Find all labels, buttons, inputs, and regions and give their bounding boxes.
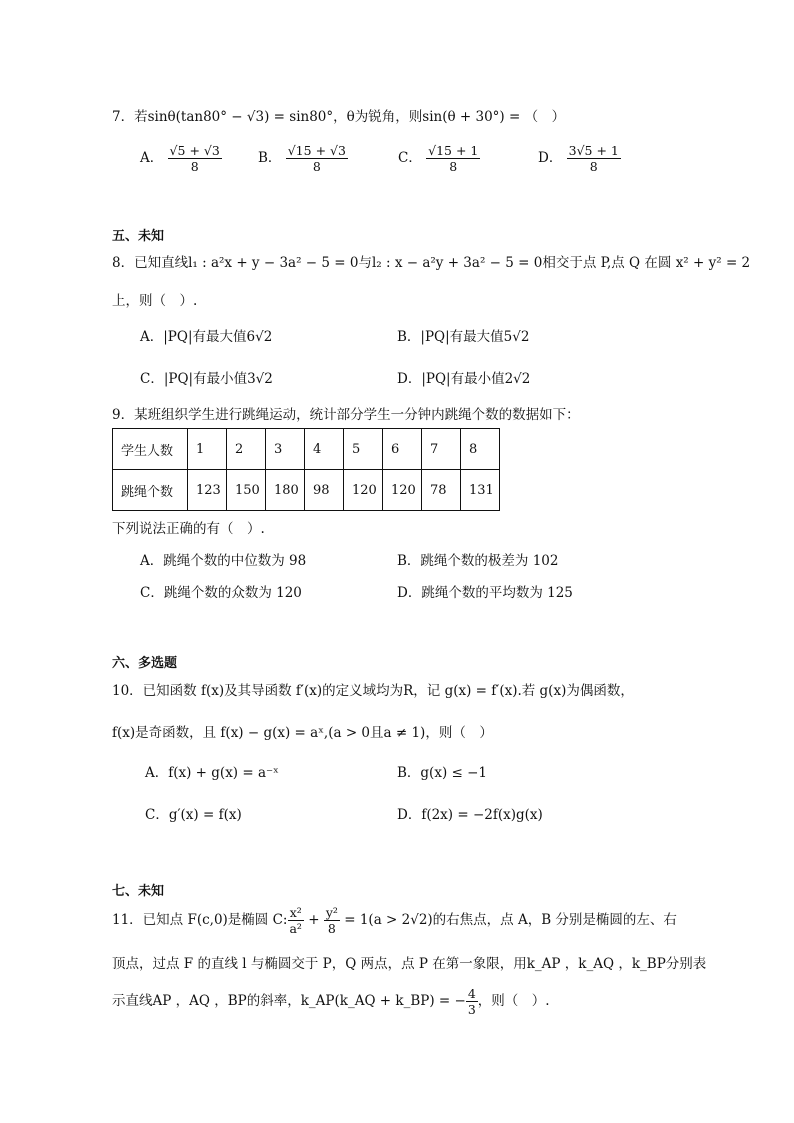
table-cell: 123 bbox=[188, 470, 227, 511]
table-cell: 7 bbox=[422, 429, 461, 470]
table-cell: 98 bbox=[305, 470, 344, 511]
table-row bbox=[113, 470, 500, 511]
q10-option-c[interactable]: C．g′(x) = f(x) bbox=[145, 807, 242, 823]
option-letter: C． bbox=[398, 150, 422, 166]
q11-stem-line3: 示直线AP ，AQ ，BP的斜率，k_AP(k_AQ + k_BP) = − $\frac{4}{3}$ ，则（ ）. bbox=[112, 986, 550, 1017]
table-cell: 8 bbox=[461, 429, 500, 470]
option-letter: D． bbox=[538, 150, 563, 166]
q10-stem-line2: f(x)是奇函数，且 f(x) − g(x) = aˣ,(a > 0且a ≠ 1)，则（ ） bbox=[112, 725, 493, 741]
table-cell: 6 bbox=[383, 429, 422, 470]
section-heading: 五、未知 bbox=[112, 229, 165, 244]
q9-option-d[interactable]: D．跳绳个数的平均数为 125 bbox=[397, 585, 573, 601]
q8-stem-line2: 上，则（ ）. bbox=[112, 293, 198, 309]
fraction: $\frac{\text{x²}}{\text{a²}}$ bbox=[289, 905, 302, 936]
fraction: $\frac{√15 + √3}{8}$ bbox=[287, 143, 346, 174]
q8-option-c[interactable]: C．|PQ|有最小值3√2 bbox=[140, 371, 273, 387]
fraction: $\frac{√15 + 1}{8}$ bbox=[428, 143, 479, 174]
q11-stem-line1: 11．已知点 F(c,0)是椭圆 C: $\frac{\text{x²}}{\text{a²}}$ + $\frac{\text{y²}}{8}$ = 1(a > 2√2)的右焦点，点 A，B 分别是椭圆的左、右 bbox=[112, 905, 677, 936]
table-cell: 1 bbox=[188, 429, 227, 470]
q9-option-b[interactable]: B．跳绳个数的极差为 102 bbox=[397, 553, 559, 569]
table-cell: 180 bbox=[266, 470, 305, 511]
q8-stem-line1: 8．已知直线l₁ : a²x + y − 3a² − 5 = 0与l₂ : x − a²y + 3a² − 5 = 0相交于点 P,点 Q 在圆 x² + y² = 2 bbox=[112, 255, 751, 271]
table-cell: 4 bbox=[305, 429, 344, 470]
q8-option-d[interactable]: D．|PQ|有最小值2√2 bbox=[397, 371, 531, 387]
q9-question: 下列说法正确的有（ ）. bbox=[112, 521, 265, 537]
data-table bbox=[112, 428, 500, 511]
fraction: $\frac{3√5 + 1}{8}$ bbox=[568, 143, 619, 174]
q7-option-d[interactable] bbox=[538, 143, 621, 174]
q9-stem: 9．某班组织学生进行跳绳运动，统计部分学生一分钟内跳绳个数的数据如下： bbox=[112, 407, 580, 423]
section-heading: 七、未知 bbox=[112, 884, 165, 899]
fraction: $\frac{√5 + √3}{8}$ bbox=[169, 143, 220, 174]
table-cell: 学生人数 bbox=[113, 429, 188, 470]
table-cell: 2 bbox=[227, 429, 266, 470]
fraction: $\frac{\text{y²}}{8}$ bbox=[325, 905, 338, 936]
q7-option-b[interactable] bbox=[258, 143, 348, 174]
table-cell: 78 bbox=[422, 470, 461, 511]
q9-option-c[interactable]: C．跳绳个数的众数为 120 bbox=[140, 585, 302, 601]
q7-option-a[interactable] bbox=[140, 143, 222, 174]
table-cell: 3 bbox=[266, 429, 305, 470]
fraction: $\frac{4}{3}$ bbox=[467, 986, 476, 1017]
q8-option-a[interactable]: A．|PQ|有最大值6√2 bbox=[140, 329, 273, 345]
q10-option-b[interactable]: B．g(x) ≤ −1 bbox=[397, 765, 488, 781]
table-cell: 120 bbox=[344, 470, 383, 511]
table-cell: 120 bbox=[383, 470, 422, 511]
table-cell: 5 bbox=[344, 429, 383, 470]
q10-stem-line1: 10．已知函数 f(x)及其导函数 f′(x)的定义域均为R，记 g(x) = f′(x).若 g(x)为偶函数， bbox=[112, 683, 634, 699]
table-cell: 跳绳个数 bbox=[113, 470, 188, 511]
table-cell: 131 bbox=[461, 470, 500, 511]
q7-stem: 7．若sinθ(tan80° − √3) = sin80°，θ为锐角，则sin(θ + 30°) = （ ） bbox=[112, 109, 566, 125]
q10-option-a[interactable]: A．f(x) + g(x) = a⁻ˣ bbox=[145, 765, 279, 781]
table-cell: 150 bbox=[227, 470, 266, 511]
q11-stem-line2: 顶点，过点 F 的直线 l 与椭圆交于 P，Q 两点，点 P 在第一象限，用k_AP ，k_AQ ，k_BP分别表 bbox=[112, 956, 707, 972]
q7-option-c[interactable] bbox=[398, 143, 480, 174]
option-letter: A． bbox=[140, 150, 164, 166]
option-letter: B． bbox=[258, 150, 282, 166]
q9-option-a[interactable]: A．跳绳个数的中位数为 98 bbox=[140, 553, 307, 569]
section-heading: 六、多选题 bbox=[112, 656, 178, 671]
q8-option-b[interactable]: B．|PQ|有最大值5√2 bbox=[397, 329, 530, 345]
q10-option-d[interactable]: D．f(2x) = −2f(x)g(x) bbox=[397, 807, 543, 823]
table-row bbox=[113, 429, 500, 470]
